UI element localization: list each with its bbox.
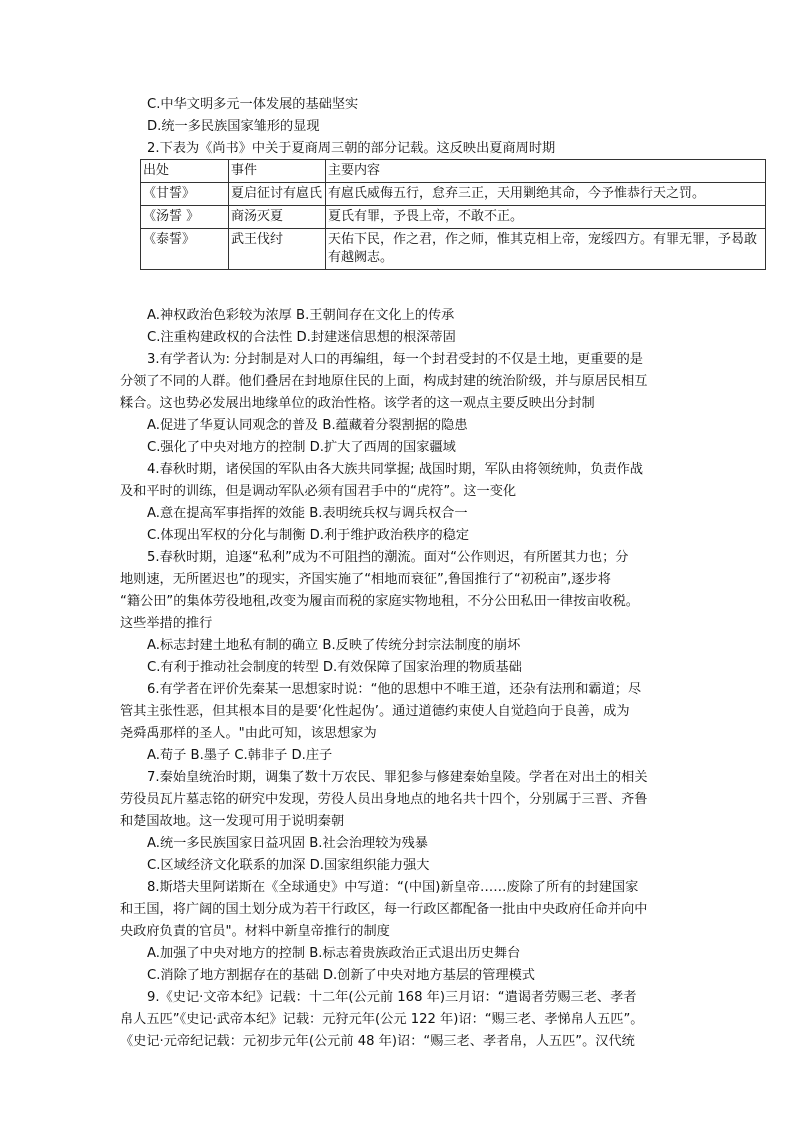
text-line: C.区域经济文化联系的加深 D.国家组织能力强大 xyxy=(147,858,430,873)
table-cell: 夏氏有罪，予畏上帝，不敢不正。 xyxy=(326,206,766,229)
text-line: 7.秦始皇统治时期，调集了数十万农民、罪犯参与修建秦始皇陵。学者在对出土的相关 xyxy=(147,770,648,785)
text-line: A.加强了中央对地方的控制 B.标志着贵族政治正式退出历史舞台 xyxy=(147,946,521,961)
text-line: A.促进了华夏认同观念的普及 B.蕴藏着分裂割据的隐患 xyxy=(147,418,468,433)
text-line: 和王国，将广阔的国土划分成为若干行政区，每一行政区都配备一批由中央政府任命并向中 xyxy=(120,902,648,917)
text-line: 《史记·元帝纪记载：元初步元年(公元前 48 年)诏：“赐三老、孝者帛，人五匹”。汉代统 xyxy=(120,1034,635,1049)
table-cell: 有扈氏威侮五行，怠弃三正，天用剿绝其命，今予惟恭行天之罚。 xyxy=(326,183,766,206)
text-line: C.有利于推动社会制度的转型 D.有效保障了国家治理的物质基础 xyxy=(147,660,522,675)
header-event: 事件 xyxy=(229,160,326,183)
text-line: 分领了不同的人群。他们叠居在封地原住民的上面，构成封建的统治阶级，并与原居民相互 xyxy=(120,374,648,389)
text-line: C.强化了中央对地方的控制 D.扩大了西周的国家疆域 xyxy=(147,440,456,455)
text-line: A.荀子 B.墨子 C.韩非子 D.庄子 xyxy=(147,748,333,763)
text-line: 3.有学者认为: 分封制是对人口的再编组，每一个封君受封的不仅是土地，更重要的是 xyxy=(147,352,643,367)
text-line: C.注重构建政权的合法性 D.封建迷信思想的根深蒂固 xyxy=(147,330,456,345)
text-line: 5.春秋时期，追逐“私利”成为不可阻挡的潮流。面对“公作则迟，有所匿其力也；分 xyxy=(147,550,629,565)
text-line: 帛人五匹”《史记·武帝本纪》记载：元狩元年(公元 122 年)诏：“赐三老、孝悌帛人五匹”。 xyxy=(120,1012,644,1027)
table-cell: 天佑下民，作之君，作之师，惟其克相上帝，宠绥四方。有罪无罪，予曷敢有越阙志。 xyxy=(326,229,766,270)
text-line: A.统一多民族国家日益巩固 B.社会治理较为残暴 xyxy=(147,836,428,851)
text-line: C.体现出军权的分化与制衡 D.利于维护政治秩序的稳定 xyxy=(147,528,470,543)
text-line: 和楚国故地。这一发现可用于说明秦朝 xyxy=(120,814,345,829)
text-line: 4.春秋时期，诸侯国的军队由各大族共同掌握; 战国时期，军队由将领统帅，负责作战 xyxy=(147,462,643,477)
table-row xyxy=(141,183,766,206)
table-cell: 商汤灭夏 xyxy=(229,206,326,229)
text-line: 8.斯塔夫里阿诺斯在《全球通史》中写道：“(中国)新皇帝……废除了所有的封建国家 xyxy=(147,880,639,895)
text-line: A.意在提高军事指挥的效能 B.表明统兵权与调兵权合一 xyxy=(147,506,468,521)
text-line: 地则速，无所匿迟也”的现实，齐国实施了“相地而衰征”,鲁国推行了“初税亩”,逐步将 xyxy=(120,572,611,587)
header-source: 出处 xyxy=(141,160,229,183)
text-line: C.消除了地方割据存在的基础 D.创新了中央对地方基层的管理模式 xyxy=(147,968,535,983)
text-line: 6.有学者在评价先秦某一思想家时说：“他的思想中不唯王道，还杂有法刑和霸道；尽 xyxy=(147,682,642,697)
text-line: A.神权政治色彩较为浓厚 B.王朝间存在文化上的传承 xyxy=(147,308,455,323)
text-line: “籍公田”的集体劳役地租,改变为履亩而税的家庭实物地租，不分公田私田一律按亩收税。 xyxy=(120,594,639,609)
table-row xyxy=(141,229,766,270)
text-line: A.标志封建土地私有制的确立 B.反映了传统分封宗法制度的崩坏 xyxy=(147,638,521,653)
text-line: 9.《史记·文帝本纪》记载：十二年(公元前 168 年)三月诏：“遣谒者劳赐三老、孝者 xyxy=(147,990,637,1005)
shangshu-table xyxy=(140,159,766,270)
text-line: 及和平时的训练，但是调动军队必须有国君手中的“虎符”。这一变化 xyxy=(120,484,517,499)
table-cell: 夏启征讨有扈氏 xyxy=(229,183,326,206)
table-cell: 《泰誓》 xyxy=(141,229,229,270)
text-line: 央政府负責的官员"。材料中新皇帝推行的制度 xyxy=(120,924,390,939)
text-line: 尧舜禹那样的圣人。"由此可知，该思想家为 xyxy=(120,726,377,741)
header-content: 主要内容 xyxy=(326,160,766,183)
table-row xyxy=(141,206,766,229)
text-line: 管其主张性恶，但其根本目的是要‘化性起伪’。通过道德约束使人自觉趋向于良善，成为 xyxy=(120,704,630,719)
table-cell: 《甘誓》 xyxy=(141,183,229,206)
text-line: 劳役员瓦片墓志铭的研究中发现，劳役人员出身地点的地名共十四个，分别属于三晋、齐鲁 xyxy=(120,792,648,807)
question-2-stem: 2.下表为《尚书》中关于夏商周三朝的部分记载。这反映出夏商周时期 xyxy=(147,141,556,156)
table-cell: 《汤誓 》 xyxy=(141,206,229,229)
text-line: 这些举措的推行 xyxy=(120,616,213,631)
option-c-line: C.中华文明多元一体发展的基础坚实 xyxy=(147,97,359,112)
table-header-row xyxy=(141,160,766,183)
option-d-line: D.统一多民族国家雏形的显现 xyxy=(147,119,320,134)
table-cell: 武王伐纣 xyxy=(229,229,326,270)
text-line: 糅合。这也势必发展出地缘单位的政治性格。该学者的这一观点主要反映出分封制 xyxy=(120,396,595,411)
